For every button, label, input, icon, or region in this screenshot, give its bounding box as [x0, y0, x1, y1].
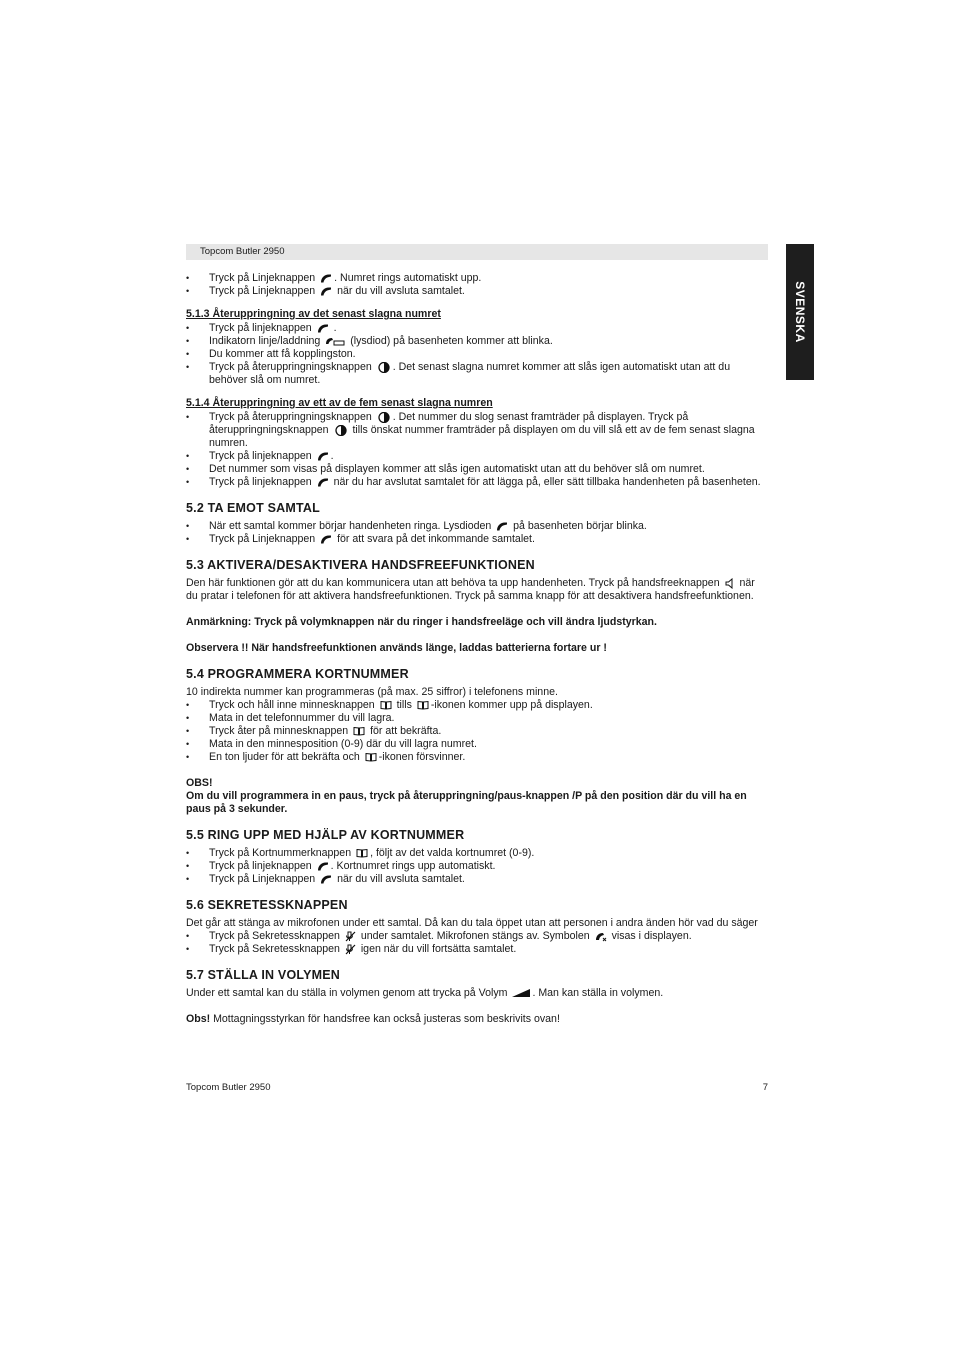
redial-icon [377, 362, 391, 373]
phone-icon [320, 874, 332, 885]
list-item: • En ton ljuder för att bekräfta och -ikonen försvinner. [186, 751, 768, 764]
list-5-5 [186, 847, 768, 886]
list-item: • Tryck och håll inne minnesknappen tills -ikonen kommer upp på displayen. [186, 699, 768, 712]
list-item: • Tryck på Linjeknappen för att svara på det inkommande samtalet. [186, 533, 768, 546]
list-5-6 [186, 930, 768, 956]
redial-icon [377, 412, 391, 423]
phone-icon [320, 273, 332, 284]
header-bar [186, 244, 768, 260]
page-footer [186, 1082, 768, 1093]
list-item: • Det nummer som visas på displayen kommer att slås igen automatiskt utan att du behöver slå om numret. [186, 463, 768, 476]
list-5-4 [186, 699, 768, 764]
paragraph: Det går att stänga av mikrofonen under ett samtal. Då kan du tala öppet utan att personen i andra änden hör vad du säger [186, 917, 758, 929]
line-led-icon [325, 336, 345, 346]
note-paragraph: Anmärkning: Tryck på volymknappen när du ringer i handsfreeläge och vill ändra ljudstyrkan. [186, 616, 657, 628]
obs-title: OBS! [186, 777, 213, 789]
section-heading-5-5: 5.5 RING UPP MED HJÄLP AV KORTNUMMER [186, 828, 465, 842]
intro-list [186, 272, 768, 298]
phone-icon [496, 521, 508, 532]
section-heading-5-1-3: 5.1.3 Återuppringning av det senast slagna numret [186, 308, 441, 320]
memory-book-icon [417, 700, 429, 710]
memory-book-icon [356, 848, 368, 858]
phone-icon [317, 861, 329, 872]
list-item: • Tryck på Linjeknappen när du vill avsluta samtalet. [186, 873, 768, 886]
list-5-2 [186, 520, 768, 546]
list-item: • När ett samtal kommer börjar handenheten ringa. Lysdioden på basenheten börjar blinka. [186, 520, 768, 533]
list-item: • Tryck på Linjeknappen . Numret rings automatiskt upp. [186, 272, 768, 285]
section-heading-5-7: 5.7 STÄLLA IN VOLYMEN [186, 968, 340, 982]
header-title: Topcom Butler 2950 [200, 246, 285, 257]
page-content [186, 272, 768, 1026]
phone-icon [320, 286, 332, 297]
warning-paragraph: Observera !! När handsfreefunktionen används länge, laddas batterierna fortare ur ! [186, 642, 607, 654]
list-item: • Tryck på återuppringningsknappen . Det nummer du slog senast framträder på displayen. Tryck på återuppringningsknappen tills önskat nummer framträder på displayen om du vill slå ett av de fem senast slagna numren. [186, 411, 768, 450]
mute-display-icon [595, 931, 607, 942]
memory-book-icon [365, 752, 377, 762]
language-tab [786, 244, 814, 380]
obs-text: Om du vill programmera in en paus, tryck på återuppringning/paus-knappen /P på den position där du vill ha en paus på 3 sekunder. [186, 790, 747, 815]
list-item: • Tryck åter på minnesknappen för att bekräfta. [186, 725, 768, 738]
memory-book-icon [353, 726, 365, 736]
list-5-1-4 [186, 411, 768, 489]
paragraph: Den här funktionen gör att du kan kommunicera utan att behöva ta upp handenheten. Tryck på handsfreeknappen när du pratar i telefonen för att aktivera handsfreefunktionen. Tryck på samma knapp för att desaktivera handsfreefunktionen. [186, 577, 755, 602]
paragraph: 10 indirekta nummer kan programmeras (på max. 25 siffror) i telefonens minne. [186, 686, 558, 698]
volume-icon [512, 989, 530, 997]
section-heading-5-1-4: 5.1.4 Återuppringning av ett av de fem senast slagna numren [186, 397, 493, 409]
mute-icon [345, 931, 356, 942]
section-heading-5-2: 5.2 TA EMOT SAMTAL [186, 501, 320, 515]
phone-icon [317, 477, 329, 488]
list-item: • Tryck på Linjeknappen när du vill avsluta samtalet. [186, 285, 768, 298]
list-item: • Mata in det telefonnummer du vill lagra. [186, 712, 768, 725]
phone-icon [320, 534, 332, 545]
list-item: • Mata in den minnesposition (0-9) där du vill lagra numret. [186, 738, 768, 751]
list-item: • Tryck på linjeknappen . [186, 322, 768, 335]
page-number: 7 [762, 1082, 768, 1093]
section-heading-5-4: 5.4 PROGRAMMERA KORTNUMMER [186, 667, 409, 681]
list-item: • Tryck på Sekretessknappen igen när du vill fortsätta samtalet. [186, 943, 768, 956]
paragraph: Obs! Mottagningsstyrkan för handsfree kan också justeras som beskrivits ovan! [186, 1013, 560, 1025]
list-item: • Du kommer att få kopplingston. [186, 348, 768, 361]
list-item: • Tryck på Sekretessknappen under samtalet. Mikrofonen stängs av. Symbolen visas i displayen. [186, 930, 768, 943]
phone-icon [317, 323, 329, 334]
section-heading-5-3: 5.3 AKTIVERA/DESAKTIVERA HANDSFREEFUNKTIONEN [186, 558, 535, 572]
section-heading-5-6: 5.6 SEKRETESSKNAPPEN [186, 898, 348, 912]
list-item: • Tryck på återuppringningsknappen . Det senast slagna numret kommer att slås igen automatiskt utan att du behöver slå om numret. [186, 361, 768, 387]
phone-icon [317, 451, 329, 462]
redial-icon [334, 425, 348, 436]
list-item: • Tryck på linjeknappen . Kortnumret rings upp automatiskt. [186, 860, 768, 873]
language-tab-label: SVENSKA [793, 281, 807, 343]
list-5-1-3 [186, 322, 768, 387]
list-item: • Indikatorn linje/laddning (lysdiod) på basenheten kommer att blinka. [186, 335, 768, 348]
list-item: • Tryck på Kortnummerknappen , följt av det valda kortnumret (0-9). [186, 847, 768, 860]
paragraph: Under ett samtal kan du ställa in volymen genom att trycka på Volym . Man kan ställa in volymen. [186, 987, 664, 999]
memory-book-icon [380, 700, 392, 710]
list-item: • Tryck på linjeknappen när du har avslutat samtalet för att lägga på, eller sätt tillbaka handenheten på basenheten. [186, 476, 768, 489]
speaker-icon [725, 578, 735, 589]
list-item: • Tryck på linjeknappen . [186, 450, 768, 463]
footer-title: Topcom Butler 2950 [186, 1082, 271, 1093]
mute-icon [345, 944, 356, 955]
